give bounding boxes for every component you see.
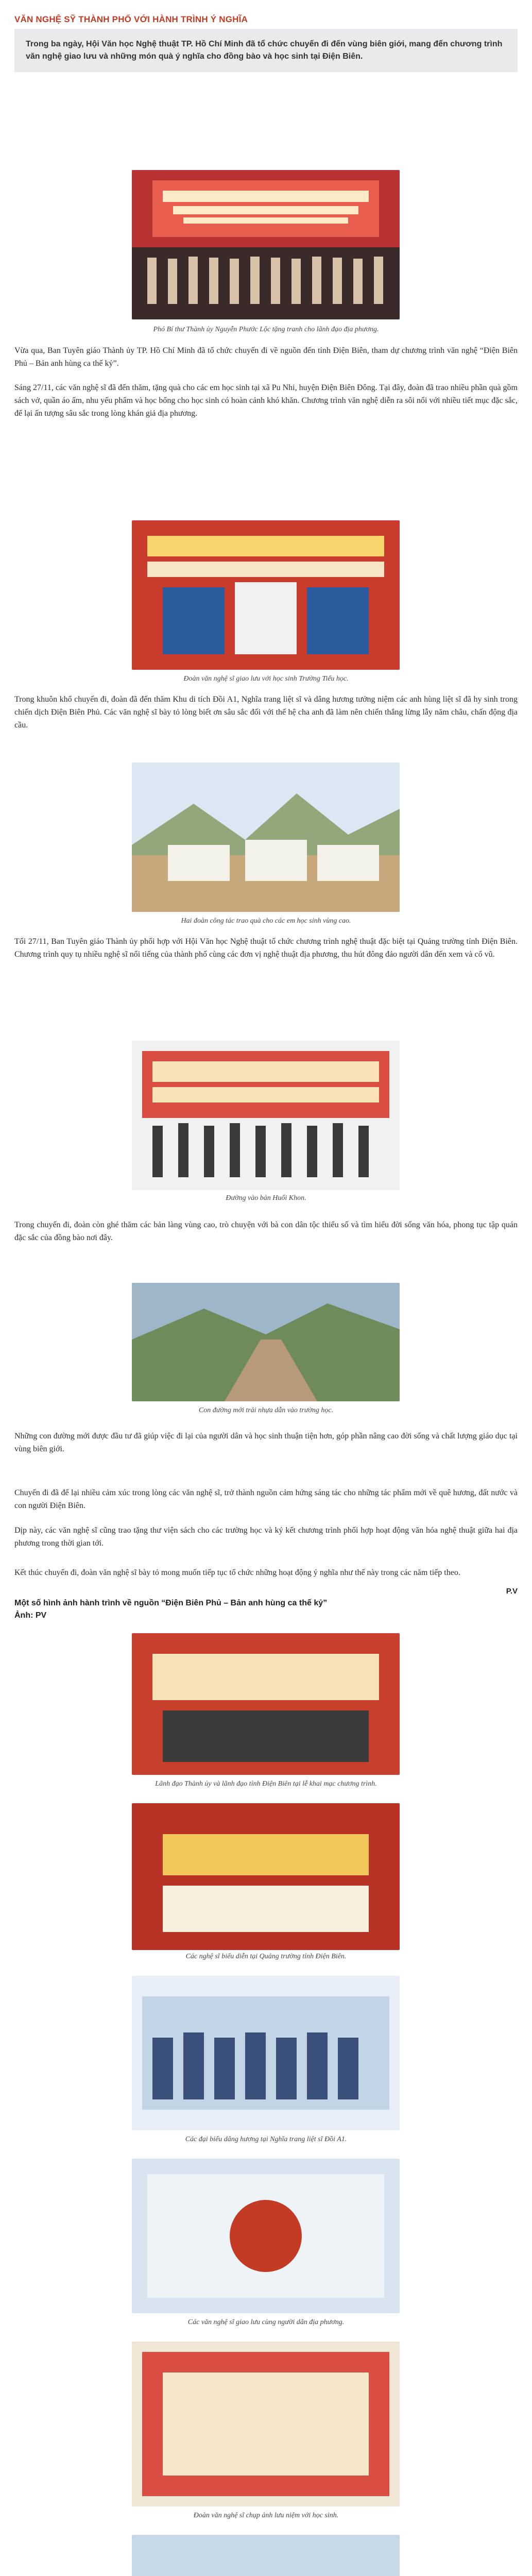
article-lead: Trong ba ngày, Hội Văn học Nghệ thuật TP. Hồ Chí Minh đã tổ chức chuyến đi đến vùng biên giới, mang đến chương trình văn nghệ giao lưu và những món quà ý nghĩa cho đồng bào và học sinh tại Điện Biên. [14, 29, 518, 72]
gallery-caption-5: Đoàn văn nghệ sĩ chụp ảnh lưu niệm với học sinh. [193, 2512, 339, 2519]
caption-4: Đường vào bản Huổi Khon. [226, 1194, 306, 1202]
gallery-photo-3 [132, 1976, 400, 2130]
caption-3: Hai đoàn công tác trao quà cho các em học sinh vùng cao. [181, 917, 351, 925]
paragraph-8: Dịp này, các văn nghệ sĩ cũng trao tặng thư viện sách cho các trường học và ký kết chương trình phối hợp hoạt động văn hóa nghệ thuật giữa hai địa phương trong thời gian tới. [14, 1526, 518, 1548]
photo-mountain-school [132, 762, 400, 912]
category-label[interactable]: VĂN NGHỆ SỸ THÀNH PHỐ VỚI HÀNH TRÌNH Ý NGHĨA [14, 14, 248, 24]
photo-gift-ceremony [132, 1041, 400, 1190]
gallery-credit: Ảnh: PV [14, 1611, 47, 1620]
caption-1: Phó Bí thư Thành ủy Nguyễn Phước Lộc tặng tranh cho lãnh đạo địa phương. [153, 326, 379, 333]
gallery-photo-6 [132, 2535, 400, 2576]
caption-2: Đoàn văn nghệ sĩ giao lưu với học sinh Trường Tiểu học. [183, 675, 349, 683]
paragraph-6: Những con đường mới được đầu tư đã giúp việc đi lại của người dân và học sinh thuận tiện hơn, góp phần nâng cao đời sống và chất lượng giáo dục tại vùng biên giới. [14, 1432, 518, 1453]
photo-festival-stage [132, 520, 400, 670]
paragraph-2: Sáng 27/11, các văn nghệ sĩ đã đến thăm, tặng quà cho các em học sinh tại xã Pu Nhi, huyện Điện Biên Đông. Tại đây, đoàn đã trao nhiều phần quà gồm sách vở, quần áo ấm, nhu yếu phẩm và học bổng cho học sinh có hoàn cảnh khó khăn. Chương trình văn nghệ diễn ra sôi nổi với nhiều tiết mục đặc sắc, để lại ấn tượng sâu sắc trong lòng khán giả địa phương. [14, 383, 518, 418]
gallery-photo-4 [132, 2159, 400, 2313]
paragraph-7: Chuyến đi đã để lại nhiều cảm xúc trong lòng các văn nghệ sĩ, trở thành nguồn cảm hứng sáng tác cho những tác phẩm mới về quê hương, đất nước và con người Điện Biên. [14, 1488, 518, 1510]
gallery-heading: Một số hình ảnh hành trình về nguồn “Điện Biên Phủ – Bản anh hùng ca thế kỷ” [14, 1599, 328, 1607]
gallery-caption-1: Lãnh đạo Thành ủy và lãnh đạo tỉnh Điện Biên tại lễ khai mạc chương trình. [155, 1780, 377, 1788]
caption-5: Con đường mới trải nhựa dẫn vào trường học. [198, 1406, 334, 1414]
paragraph-3: Trong khuôn khổ chuyến đi, đoàn đã đến thăm Khu di tích Đồi A1, Nghĩa trang liệt sĩ và dâng hương tưởng niệm các anh hùng liệt sĩ đã hy sinh trong chiến dịch Điện Biên Phủ. Các văn nghệ sĩ bày tỏ lòng biết ơn sâu sắc đối với thế hệ cha anh đã làm nên chiến thắng lừng lẫy năm châu, chấn động địa cầu. [14, 695, 518, 730]
gallery-photo-5 [132, 2342, 400, 2506]
gallery-caption-2: Các nghệ sĩ biểu diễn tại Quảng trường tỉnh Điện Biên. [185, 1953, 347, 1960]
gallery-caption-3: Các đại biểu dâng hương tại Nghĩa trang liệt sĩ Đồi A1. [185, 2136, 347, 2143]
gallery-photo-2 [132, 1803, 400, 1950]
paragraph-9: Kết thúc chuyến đi, đoàn văn nghệ sĩ bày tỏ mong muốn tiếp tục tổ chức những hoạt động ý nghĩa như thế này trong các năm tiếp theo. [14, 1568, 460, 1577]
paragraph-4: Tối 27/11, Ban Tuyên giáo Thành ủy phối hợp với Hội Văn học Nghệ thuật tổ chức chương trình nghệ thuật đặc biệt tại Quảng trường tỉnh Điện Biên. Chương trình quy tụ nhiều nghệ sĩ nổi tiếng của thành phố cùng các đơn vị nghệ thuật địa phương, thu hút đông đảo người dân đến xem và cổ vũ. [14, 937, 518, 959]
gallery-photo-1 [132, 1633, 400, 1775]
author-initials: P.V [506, 1587, 518, 1596]
photo-road [132, 1283, 400, 1401]
photo-stage-banner [132, 170, 400, 319]
paragraph-5: Trong chuyến đi, đoàn còn ghé thăm các bản làng vùng cao, trò chuyện với bà con dân tộc thiểu số và tìm hiểu đời sống văn hóa, phong tục tập quán đặc sắc của đồng bào nơi đây. [14, 1221, 518, 1242]
paragraph-1: Vừa qua, Ban Tuyên giáo Thành ủy TP. Hồ Chí Minh đã tổ chức chuyến đi về nguồn đến tỉnh Điện Biên, tham dự chương trình văn nghệ “Điện Biên Phủ – Bản anh hùng ca thế kỷ”. [14, 346, 518, 368]
gallery-caption-4: Các văn nghệ sĩ giao lưu cùng người dân địa phương. [187, 2318, 345, 2326]
